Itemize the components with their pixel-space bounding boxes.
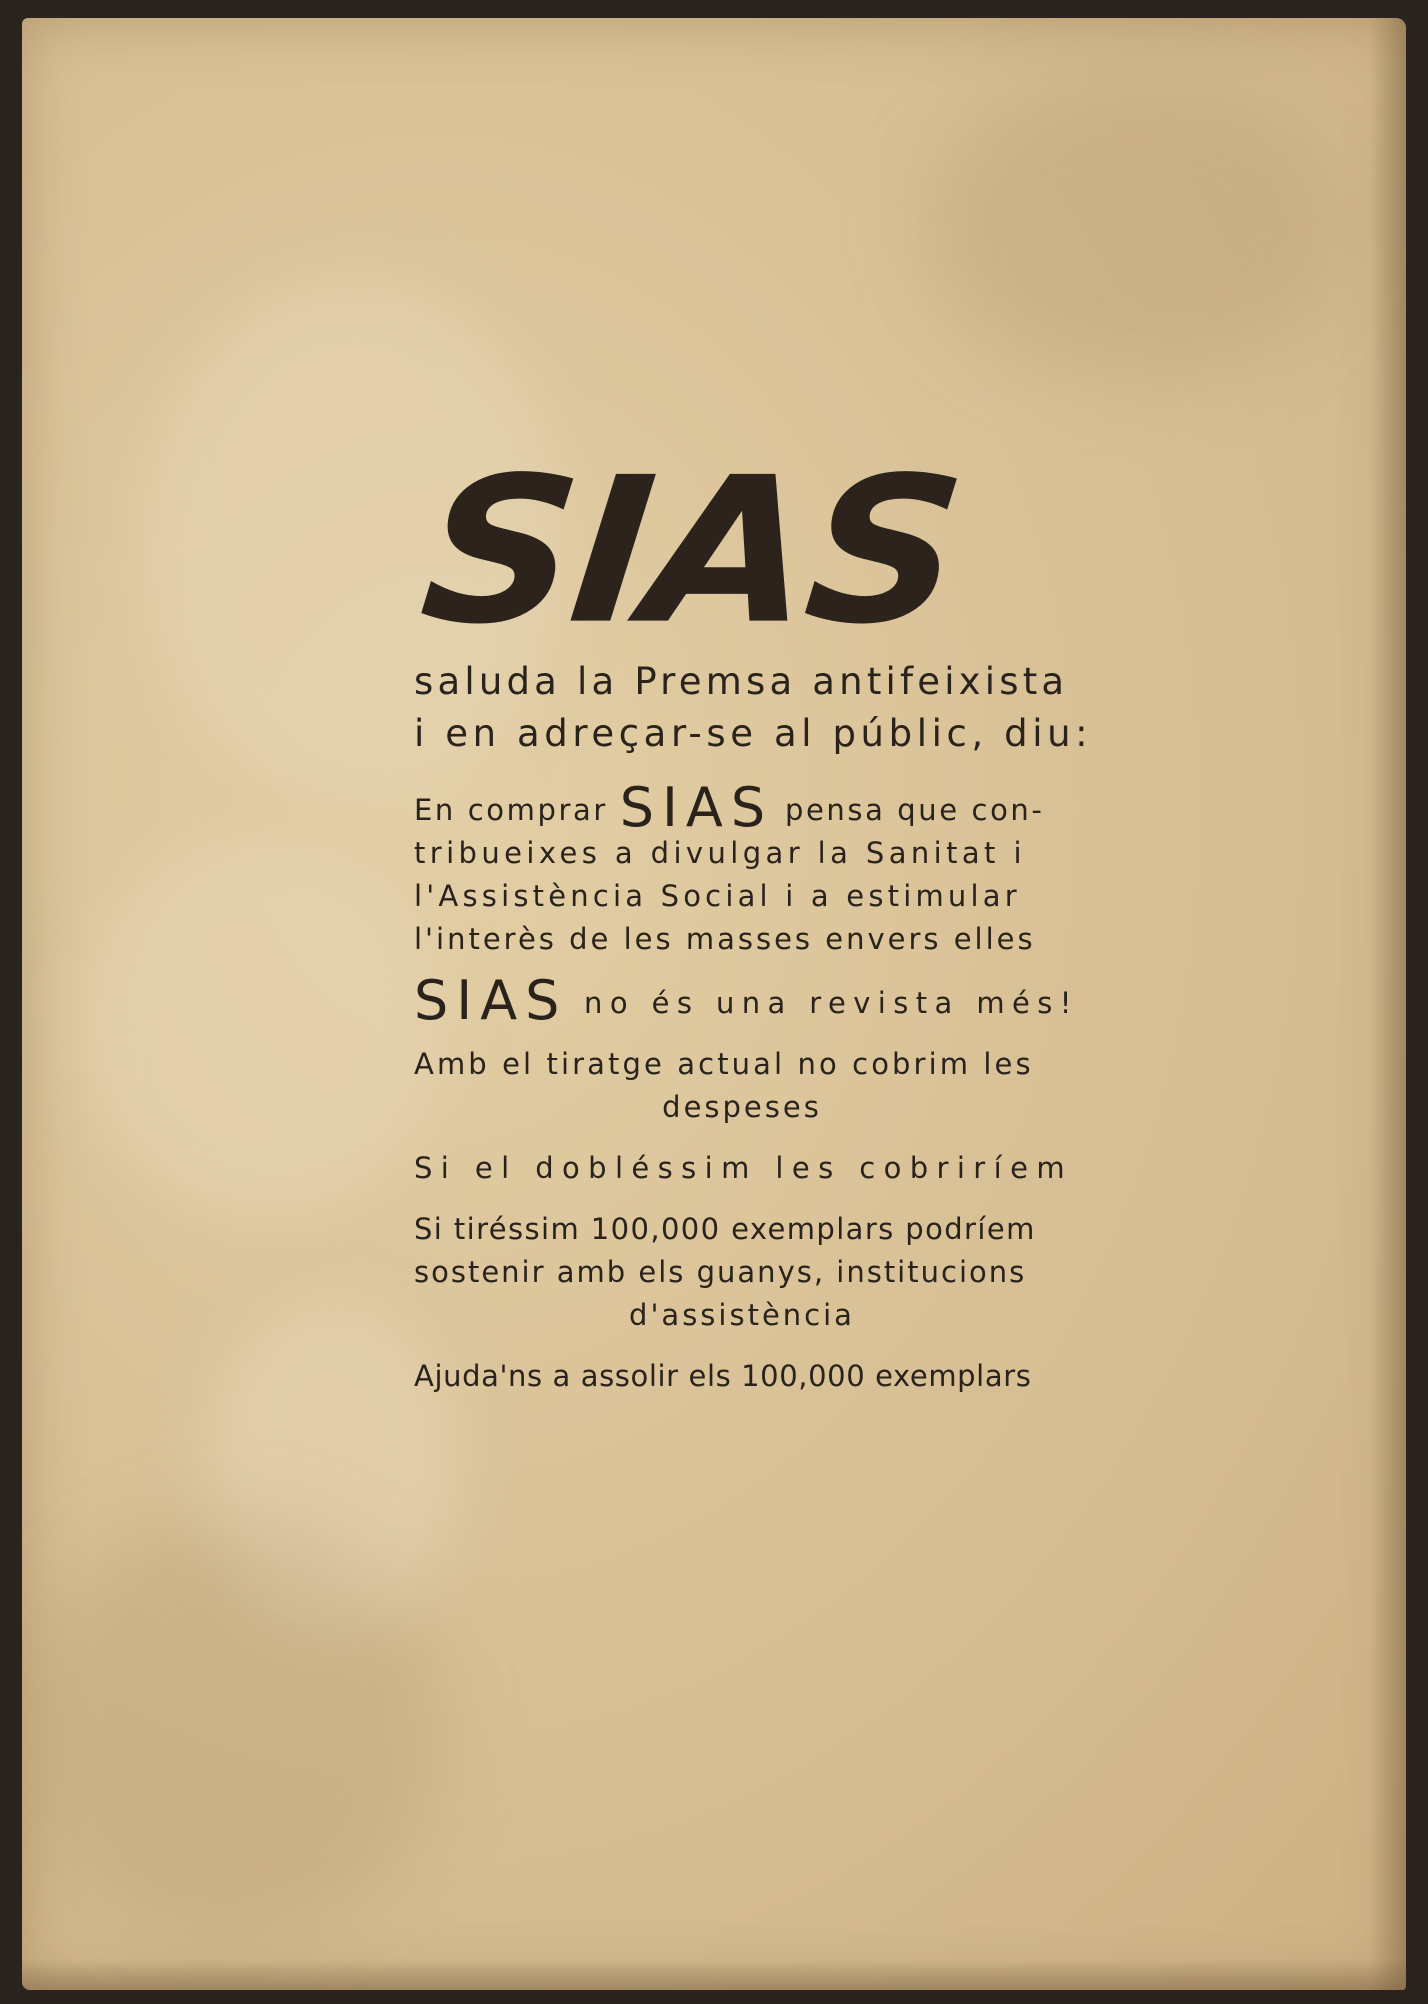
paper-shadow: [922, 78, 1342, 378]
greeting-line-1: saluda la Premsa antifeixista: [414, 660, 1069, 703]
statement-sias: SIAS: [414, 969, 568, 1032]
sias-logo: SIAS: [412, 433, 970, 669]
paragraph-4: [414, 1208, 1070, 1337]
main-text-block: [412, 433, 1093, 1398]
paragraph-2-line-1: Amb el tiratge actual no cobrim les: [414, 1047, 1034, 1081]
greeting: [414, 656, 1093, 760]
page-edge-right: [1370, 18, 1406, 1990]
paragraph-1: [414, 776, 1070, 961]
greeting-line-2: i en adreçar-se al públic, diu:: [414, 712, 1093, 755]
paragraph-2: [414, 1043, 1070, 1129]
paper-shadow: [22, 1518, 442, 1938]
statement-line: [414, 969, 1079, 1032]
closing-line: Ajuda'ns a assolir els 100,000 exemplars: [414, 1359, 1032, 1393]
paragraph-1-prefix: En comprar: [414, 793, 608, 827]
paragraph-3-line-1: Si el dobléssim les cobriríem: [414, 1151, 1073, 1185]
paragraph-4-line-3: d'assistència: [629, 1298, 855, 1332]
paragraph-1-line-1: [414, 776, 1070, 839]
statement: [414, 969, 1079, 1032]
closing: [414, 1355, 1070, 1398]
paragraph-1-line-2: tribueixes a divulgar la Sanitat i: [414, 836, 1026, 870]
paragraph-4-line-1: Si tiréssim 100,000 exemplars podríem: [414, 1212, 1036, 1246]
paragraph-3: [414, 1147, 1073, 1190]
statement-text: no és una revista més!: [584, 986, 1079, 1020]
paragraph-1-sias: SIAS: [619, 776, 774, 839]
paragraph-1-suffix: pensa que con-: [784, 793, 1045, 827]
paper-stain: [82, 838, 442, 1218]
paragraph-1-line-4: l'interès de les masses envers elles: [414, 922, 1036, 956]
paragraph-2-line-2: despeses: [662, 1090, 822, 1124]
paragraph-4-line-2: sostenir amb els guanys, institucions: [414, 1255, 1027, 1289]
paragraph-1-line-3: l'Assistència Social i a estimular: [414, 879, 1021, 913]
page-edge-bottom: [22, 1960, 1406, 1990]
